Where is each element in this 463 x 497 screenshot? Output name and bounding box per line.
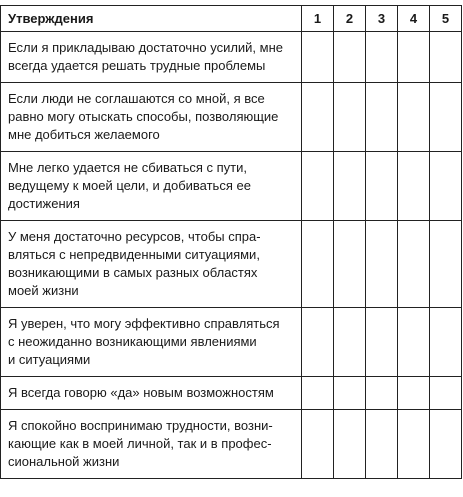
statement-line: Я всегда говорю «да» новым возможностям [8, 385, 274, 400]
rating-cell-3[interactable] [366, 32, 398, 83]
statement-row [1, 152, 462, 221]
rating-cell-2[interactable] [334, 83, 366, 152]
statement-row [1, 221, 462, 308]
statement-row [1, 377, 462, 410]
rating-cell-4[interactable] [398, 83, 430, 152]
statement-text [1, 152, 302, 221]
statement-line: моей жизни [8, 283, 79, 298]
rating-cell-2[interactable] [334, 221, 366, 308]
statement-line: возникающими в самых разных областях [8, 265, 258, 280]
statement-line: У меня достаточно ресурсов, чтобы спра- [8, 229, 261, 244]
rating-cell-4[interactable] [398, 308, 430, 377]
statement-text [1, 83, 302, 152]
rating-cell-3[interactable] [366, 152, 398, 221]
rating-cell-5[interactable] [430, 410, 462, 479]
rating-cell-5[interactable] [430, 32, 462, 83]
header-row [1, 6, 462, 32]
rating-cell-1[interactable] [302, 32, 334, 83]
rating-cell-4[interactable] [398, 221, 430, 308]
rating-cell-3[interactable] [366, 410, 398, 479]
scale-header-3: 3 [366, 6, 398, 32]
statement-line: Я уверен, что могу эффективно справляться [8, 316, 280, 331]
statement-row [1, 308, 462, 377]
rating-cell-1[interactable] [302, 410, 334, 479]
rating-cell-5[interactable] [430, 221, 462, 308]
statement-line: вляться с непредвиденными ситуациями, [8, 247, 260, 262]
rating-cell-4[interactable] [398, 410, 430, 479]
rating-cell-3[interactable] [366, 377, 398, 410]
statement-line: ведущему к моей цели, и добиваться ее [8, 178, 251, 193]
rating-cell-2[interactable] [334, 152, 366, 221]
rating-cell-1[interactable] [302, 308, 334, 377]
rating-cell-2[interactable] [334, 410, 366, 479]
rating-cell-2[interactable] [334, 32, 366, 83]
rating-cell-4[interactable] [398, 152, 430, 221]
statement-line: достижения [8, 196, 80, 211]
statement-line: с неожиданно возникающими явлениями [8, 334, 257, 349]
statement-line: кающие как в моей личной, так и в профес- [8, 436, 272, 451]
statement-line: равно могу отыскать способы, позволяющие [8, 109, 279, 124]
statement-text [1, 221, 302, 308]
statement-line: мне добиться желаемого [8, 127, 160, 142]
statement-text [1, 32, 302, 83]
scale-header-1: 1 [302, 6, 334, 32]
rating-cell-3[interactable] [366, 83, 398, 152]
rating-cell-1[interactable] [302, 221, 334, 308]
rating-cell-4[interactable] [398, 377, 430, 410]
statement-text [1, 308, 302, 377]
scale-header-4: 4 [398, 6, 430, 32]
statement-line: и ситуациями [8, 352, 91, 367]
statement-line: Мне легко удается не сбиваться с пути, [8, 160, 248, 175]
rating-cell-5[interactable] [430, 308, 462, 377]
rating-cell-5[interactable] [430, 152, 462, 221]
rating-cell-3[interactable] [366, 308, 398, 377]
rating-cell-4[interactable] [398, 32, 430, 83]
scale-header-5: 5 [430, 6, 462, 32]
rating-cell-1[interactable] [302, 152, 334, 221]
scale-header-2: 2 [334, 6, 366, 32]
rating-cell-1[interactable] [302, 83, 334, 152]
statement-line: Я спокойно воспринимаю трудности, возни- [8, 418, 273, 433]
statement-text [1, 377, 302, 410]
statement-row [1, 32, 462, 83]
rating-cell-1[interactable] [302, 377, 334, 410]
statements-header: Утверждения [1, 6, 302, 32]
statement-line: сиональной жизни [8, 454, 120, 469]
rating-cell-2[interactable] [334, 308, 366, 377]
rating-cell-2[interactable] [334, 377, 366, 410]
rating-cell-5[interactable] [430, 83, 462, 152]
statement-row [1, 410, 462, 479]
survey-table [0, 5, 462, 479]
rating-cell-5[interactable] [430, 377, 462, 410]
statement-text [1, 410, 302, 479]
statement-line: Если я прикладываю достаточно усилий, мне [8, 40, 284, 55]
statement-row [1, 83, 462, 152]
statement-line: Если люди не соглашаются со мной, я все [8, 91, 265, 106]
rating-cell-3[interactable] [366, 221, 398, 308]
statement-line: всегда удается решать трудные проблемы [8, 58, 266, 73]
